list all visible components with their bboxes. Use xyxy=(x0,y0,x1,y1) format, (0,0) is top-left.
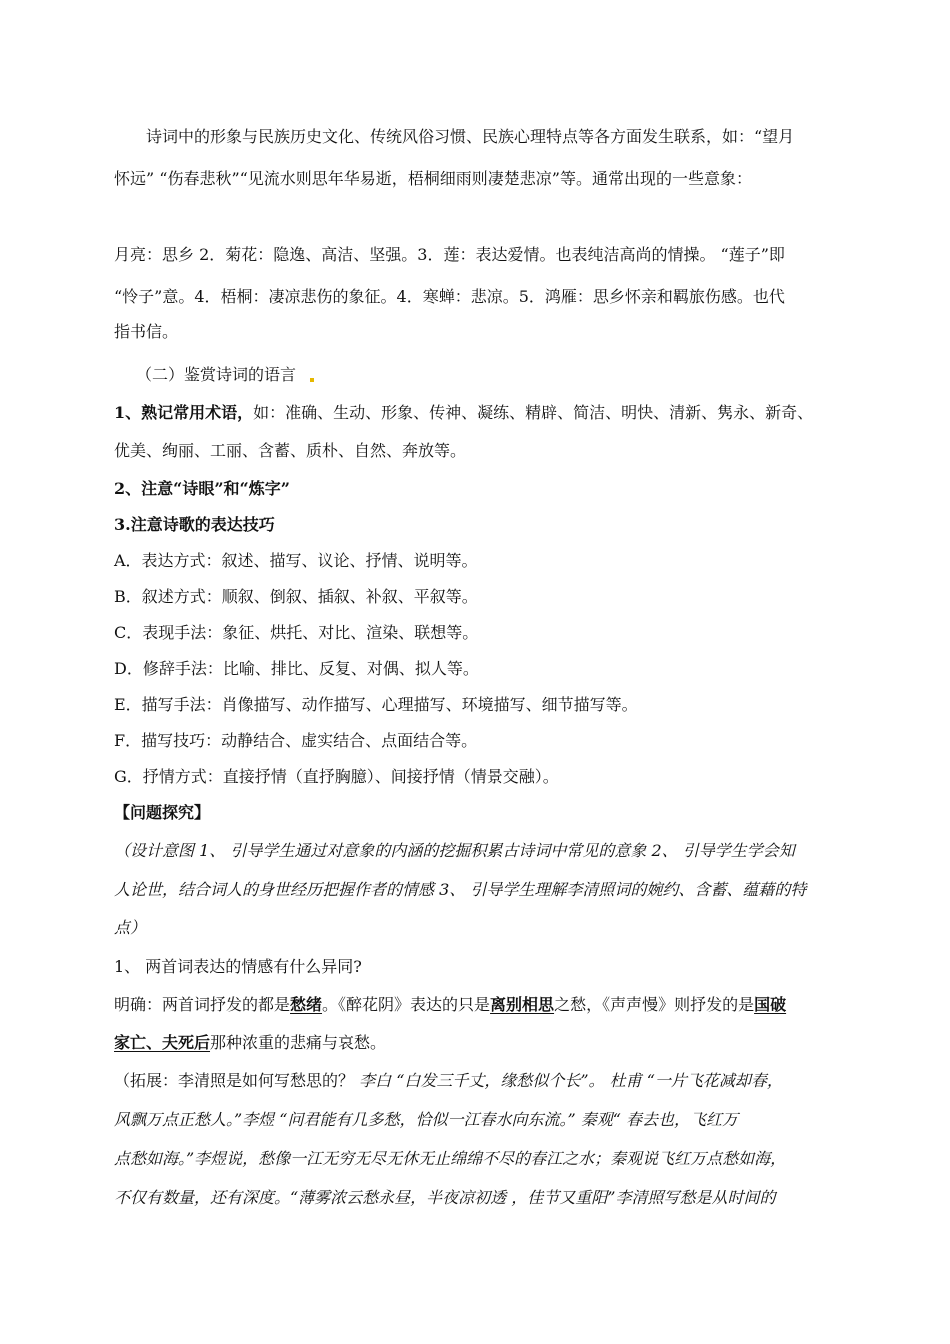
extension-quote: 李白 “白发三千丈，缘愁似个长”。 杜甫 “一片飞花减却春， xyxy=(354,1071,783,1090)
point-1 xyxy=(114,402,813,424)
section-heading-text: （二）鉴赏诗词的语言 xyxy=(136,365,297,384)
extension-line-1 xyxy=(114,1070,783,1092)
technique-item: G．抒情方式：直接抒情（直抒胸臆）、间接抒情（情景交融）。 xyxy=(114,767,559,786)
intent-line-2: 人论世，结合词人的身世经历把握作者的情感 3、 引导学生理解李清照词的婉约、含蓄、蕴藉的特 xyxy=(114,880,807,899)
point-1-cont: 优美、绚丽、工丽、含蓄、质朴、自然、奔放等。 xyxy=(114,441,467,460)
extension-line-2: 风飘万点正愁人。”李煜 “问君能有几多愁，恰似一江春水向东流。” 秦观“ 春去也，飞红万 xyxy=(114,1110,738,1129)
answer-keyword: 愁绪 xyxy=(290,995,323,1014)
technique-item: A．表达方式：叙述、描写、议论、抒情、说明等。 xyxy=(114,551,478,570)
answer-keyword: 离别相思 xyxy=(490,995,555,1014)
technique-item: C．表现手法：象征、烘托、对比、渲染、联想等。 xyxy=(114,623,479,642)
answer-text: 之愁，《声声慢》则抒发的是 xyxy=(554,995,755,1014)
imagery-line-2: “怜子”意。4．梧桐：凄凉悲伤的象征。4．寒蝉：悲凉。5．鸿雁：思乡怀亲和羁旅伤感。也代 xyxy=(114,287,785,306)
imagery-line-1: 月亮：思乡 2．菊花：隐逸、高洁、坚强。3．莲：表达爱情。也表纯洁高尚的情操。 “莲子”即 xyxy=(114,245,785,264)
highlight-mark xyxy=(310,378,314,382)
answer-line-1 xyxy=(114,994,786,1016)
answer-text: 。《醉花阴》表达的只是 xyxy=(322,995,491,1014)
answer-line-2 xyxy=(114,1032,386,1054)
point-1-text: 如：准确、生动、形象、传神、凝练、精辟、简洁、明快、清新、隽永、新奇、 xyxy=(253,403,814,422)
intro-line-2: 怀远” “伤春悲秋”“见流水则思年华易逝，梧桐细雨则凄楚悲凉”等。通常出现的一些意象： xyxy=(114,169,752,188)
point-3: 3.注意诗歌的表达技巧 xyxy=(114,515,275,534)
technique-item: E．描写手法：肖像描写、动作描写、心理描写、环境描写、细节描写等。 xyxy=(114,695,638,714)
answer-keyword: 国破 xyxy=(754,995,787,1014)
answer-text: 那种浓重的悲痛与哀愁。 xyxy=(210,1033,387,1052)
question-1: 1、 两首词表达的情感有什么异同? xyxy=(114,957,362,976)
intent-line-3: 点） xyxy=(114,918,147,937)
imagery-line-3: 指书信。 xyxy=(114,322,179,341)
answer-keyword: 家亡、夫死后 xyxy=(114,1033,211,1052)
technique-item: B．叙述方式：顺叙、倒叙、插叙、补叙、平叙等。 xyxy=(114,587,478,606)
technique-item: F．描写技巧：动静结合、虚实结合、点面结合等。 xyxy=(114,731,478,750)
point-2: 2、注意“诗眼”和“炼字” xyxy=(114,479,290,498)
intent-line-1: （设计意图 1、 引导学生通过对意象的内涵的挖掘积累古诗词中常见的意象 2、 引导学生学会知 xyxy=(114,841,795,860)
section-heading xyxy=(136,364,314,386)
extension-prompt: （拓展：李清照是如何写愁思的？ xyxy=(114,1071,355,1090)
point-1-label: 1、熟记常用术语， xyxy=(114,403,254,422)
intro-line-1: 诗词中的形象与民族历史文化、传统风俗习惯、民族心理特点等各方面发生联系，如：“望月 xyxy=(146,127,795,146)
extension-line-4: 不仅有数量，还有深度。“薄雾浓云愁永昼，半夜凉初透 ，佳节又重阳”李清照写愁是从时间的 xyxy=(114,1188,776,1207)
explore-heading: 【问题探究】 xyxy=(114,803,211,822)
technique-item: D．修辞手法：比喻、排比、反复、对偶、拟人等。 xyxy=(114,659,479,678)
answer-text: 明确：两首词抒发的都是 xyxy=(114,995,291,1014)
extension-line-3: 点愁如海。”李煜说，愁像一江无穷无尽无休无止绵绵不尽的春江之水；秦观说飞红万点愁如海， xyxy=(114,1149,787,1168)
